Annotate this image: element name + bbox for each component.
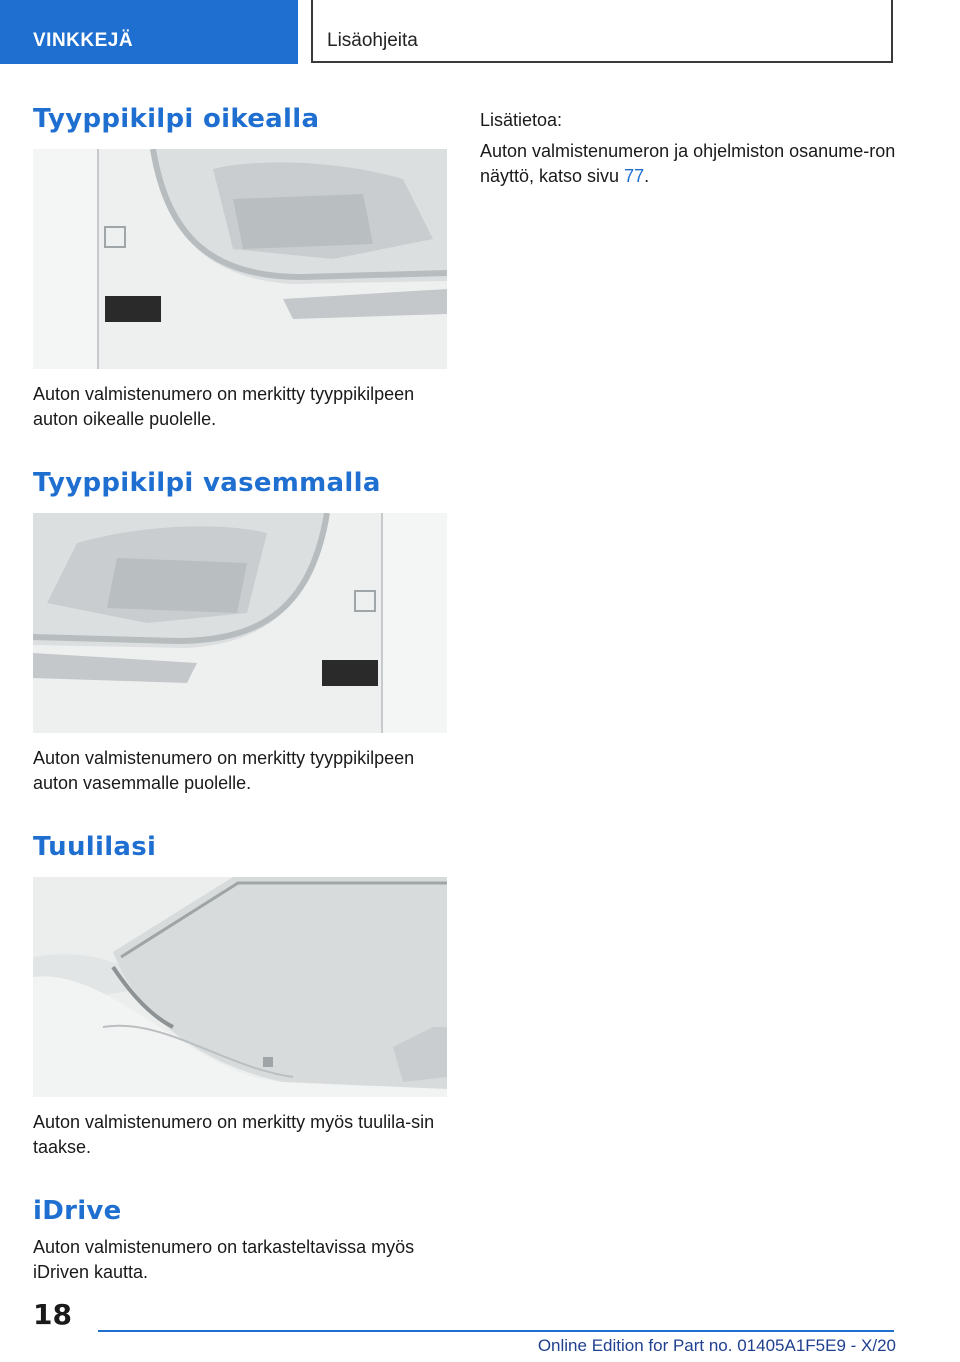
illustration-windshield [33, 877, 447, 1097]
page-number: 18 [33, 1298, 72, 1331]
info-label: Lisätietoa: [480, 110, 563, 130]
info-text: Auton valmistenumeron ja ohjelmiston osanume-ron näyttö, katso sivu [480, 141, 896, 186]
paragraph-idrive: Auton valmistenumero on tarkasteltavissa myös iDriven kautta. [33, 1237, 415, 1282]
info-paragraph [480, 139, 900, 189]
heading-type-plate-right: Tyyppikilpi oikealla [33, 104, 320, 134]
footer-divider [98, 1330, 894, 1332]
footer-edition: Online Edition for Part no. 01405A1F5E9 - X/20 [537, 1336, 896, 1355]
paragraph-type-plate-left: Auton valmistenumero on merkitty tyyppikilpeen auton vasemmalle puolelle. [33, 748, 415, 793]
chapter-title: Lisäohjeita [327, 30, 418, 51]
section-tab [0, 0, 298, 64]
info-period: . [644, 166, 650, 186]
heading-windshield: Tuulilasi [33, 832, 157, 862]
illustration-type-plate-left [33, 513, 447, 733]
section-title: VINKKEJÄ [33, 30, 134, 51]
heading-idrive: iDrive [33, 1196, 122, 1226]
illustration-type-plate-right [33, 149, 447, 369]
paragraph-windshield: Auton valmistenumero on merkitty myös tuulila-sin taakse. [33, 1112, 435, 1157]
chapter-header [311, 0, 893, 63]
paragraph-type-plate-right: Auton valmistenumero on merkitty tyyppikilpeen auton oikealle puolelle. [33, 384, 415, 429]
page-link-77[interactable]: 77 [624, 166, 645, 186]
heading-type-plate-left: Tyyppikilpi vasemmalla [33, 468, 381, 498]
